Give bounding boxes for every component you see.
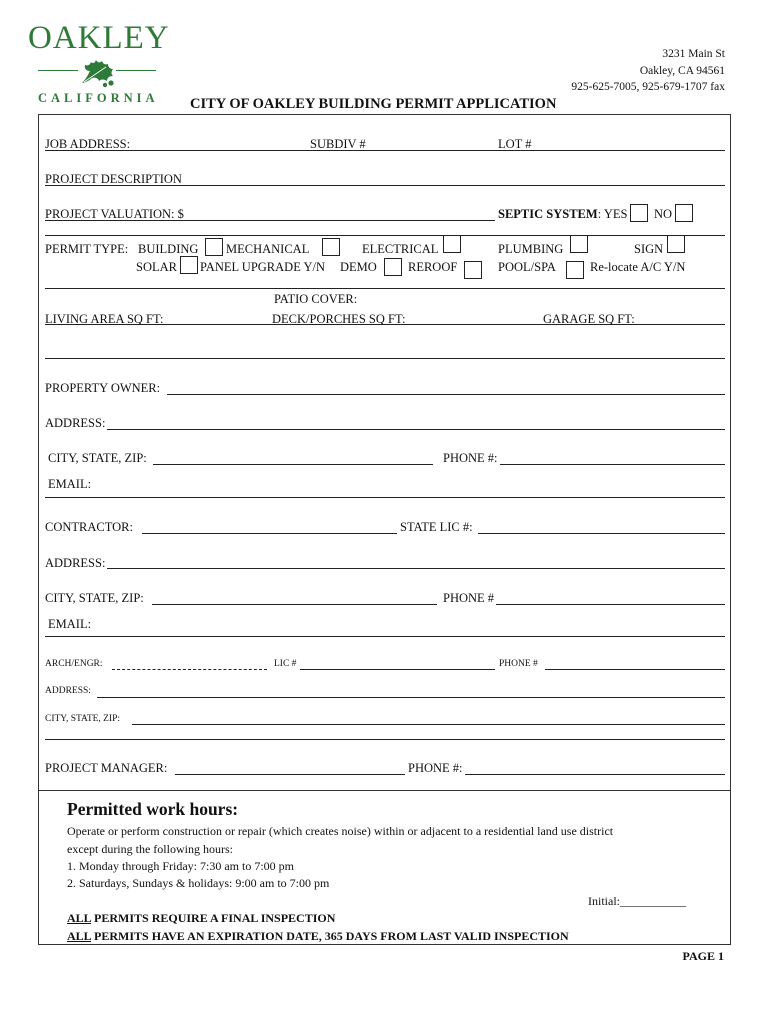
building-checkbox[interactable] (205, 238, 223, 256)
property-owner-field[interactable] (167, 394, 725, 395)
contractor-address-field[interactable] (107, 568, 725, 569)
work-hours-item-1: 1. Monday through Friday: 7:30 am to 7:00 pm (67, 859, 294, 873)
subdiv-label: SUBDIV # (310, 137, 366, 151)
owner-address-label: ADDRESS: (45, 416, 106, 430)
owner-phone-label: PHONE #: (443, 451, 498, 465)
expiration-notice (67, 929, 569, 943)
arch-address-field[interactable] (97, 697, 725, 698)
sign-checkbox[interactable] (667, 235, 685, 253)
logo-subtitle: CALIFORNIA (38, 91, 159, 105)
project-manager-label: PROJECT MANAGER: (45, 761, 168, 775)
logo-rule-left (38, 70, 78, 71)
arch-lic-field[interactable] (300, 669, 495, 670)
divider (45, 288, 725, 289)
work-hours-item-2: 2. Saturdays, Sundays & holidays: 9:00 am to 7:00 pm (67, 876, 330, 890)
septic-yes-label: : YES (597, 207, 628, 221)
building-label: BUILDING (138, 242, 199, 256)
mechanical-checkbox[interactable] (322, 238, 340, 256)
project-valuation-field[interactable] (45, 220, 495, 221)
mechanical-label: MECHANICAL (226, 242, 310, 256)
owner-address-field[interactable] (107, 429, 725, 430)
panel-upgrade-label: PANEL UPGRADE Y/N (200, 260, 326, 274)
demo-checkbox[interactable] (384, 258, 402, 276)
pm-phone-field[interactable] (465, 774, 725, 775)
living-area-label: LIVING AREA SQ FT: (45, 312, 164, 326)
septic-system-label: SEPTIC SYSTEM (498, 207, 598, 221)
arch-city-label: CITY, STATE, ZIP: (45, 714, 121, 724)
page-number: PAGE 1 (682, 949, 724, 963)
owner-city-field[interactable] (153, 464, 433, 465)
state-lic-label: STATE LIC #: (400, 520, 473, 534)
project-description-field[interactable] (45, 185, 725, 186)
initial-field[interactable]: Initial:___________ (588, 894, 686, 908)
relocate-ac-label: Re-locate A/C Y/N (590, 260, 686, 274)
contractor-email-field[interactable] (45, 636, 725, 637)
permit-type-label: PERMIT TYPE: (45, 242, 129, 256)
office-address-line2: Oakley, CA 94561 (639, 65, 725, 77)
garage-label: GARAGE SQ FT: (543, 312, 635, 326)
deck-porches-label: DECK/PORCHES SQ FT: (272, 312, 406, 326)
pool-spa-label: POOL/SPA (498, 260, 556, 274)
job-address-field[interactable] (45, 150, 725, 151)
arch-engr-label: ARCH/ENGR: (45, 659, 103, 669)
contractor-city-label: CITY, STATE, ZIP: (45, 591, 144, 605)
patio-cover-label: PATIO COVER: (274, 292, 358, 306)
oak-leaf-icon (76, 53, 120, 89)
owner-email-field[interactable] (45, 497, 725, 498)
project-valuation-label: PROJECT VALUATION: $ (45, 207, 184, 221)
project-manager-field[interactable] (175, 774, 405, 775)
septic-no-checkbox[interactable] (675, 204, 693, 222)
logo-wordmark: OAKLEY (28, 20, 170, 56)
plumbing-checkbox[interactable] (570, 235, 588, 253)
logo-rule-right (116, 70, 156, 71)
plumbing-label: PLUMBING (498, 242, 564, 256)
septic-yes-checkbox[interactable] (630, 204, 648, 222)
project-description-label: PROJECT DESCRIPTION (45, 172, 182, 186)
demo-label: DEMO (340, 260, 377, 274)
sign-label: SIGN (634, 242, 664, 256)
electrical-label: ELECTRICAL (362, 242, 439, 256)
pool-spa-checkbox[interactable] (566, 261, 584, 279)
divider (45, 739, 725, 740)
form-border (38, 114, 731, 945)
notice-text: PERMITS HAVE AN EXPIRATION DATE, 365 DAYS FROM LAST VALID INSPECTION (91, 929, 569, 943)
owner-city-label: CITY, STATE, ZIP: (48, 451, 147, 465)
office-phone-line: 925-625-7005, 925-679-1707 fax (571, 81, 725, 93)
work-hours-text-line2: except during the following hours: (67, 842, 233, 856)
contractor-field[interactable] (142, 533, 397, 534)
pm-phone-label: PHONE #: (408, 761, 463, 775)
hours-box-top (38, 790, 731, 791)
property-owner-label: PROPERTY OWNER: (45, 381, 161, 395)
sqft-field[interactable] (45, 324, 725, 325)
electrical-checkbox[interactable] (443, 235, 461, 253)
arch-phone-label: PHONE # (499, 659, 538, 669)
office-address-line1: 3231 Main St (662, 48, 725, 60)
contractor-email-label: EMAIL: (48, 617, 92, 631)
notice-text: PERMITS REQUIRE A FINAL INSPECTION (91, 911, 336, 925)
divider (45, 235, 725, 236)
page-title: CITY OF OAKLEY BUILDING PERMIT APPLICATION (190, 96, 557, 112)
contractor-label: CONTRACTOR: (45, 520, 133, 534)
owner-phone-field[interactable] (500, 464, 725, 465)
solar-label: SOLAR (136, 260, 177, 274)
arch-city-field[interactable] (132, 724, 725, 725)
notice-all-emphasis: ALL (67, 911, 92, 925)
reroof-checkbox[interactable] (464, 261, 482, 279)
arch-phone-field[interactable] (545, 669, 725, 670)
arch-address-label: ADDRESS: (45, 686, 91, 696)
state-lic-field[interactable] (478, 533, 725, 534)
work-hours-text-line1: Operate or perform construction or repair (which creates noise) within or adjacent to a residential land use district (67, 824, 614, 838)
final-inspection-notice (67, 911, 335, 925)
lot-label: LOT # (498, 137, 532, 151)
contractor-phone-label: PHONE # (443, 591, 495, 605)
contractor-city-field[interactable] (152, 604, 437, 605)
job-address-label: JOB ADDRESS: (45, 137, 131, 151)
arch-engr-field[interactable] (112, 669, 267, 670)
solar-checkbox[interactable] (180, 256, 198, 274)
contractor-address-label: ADDRESS: (45, 556, 106, 570)
owner-email-label: EMAIL: (48, 477, 92, 491)
septic-no-label: NO (654, 207, 673, 221)
notice-all-emphasis: ALL (67, 929, 92, 943)
divider (45, 358, 725, 359)
contractor-phone-field[interactable] (496, 604, 725, 605)
arch-lic-label: LIC # (274, 659, 297, 669)
reroof-label: REROOF (408, 260, 458, 274)
work-hours-heading: Permitted work hours: (67, 799, 239, 819)
